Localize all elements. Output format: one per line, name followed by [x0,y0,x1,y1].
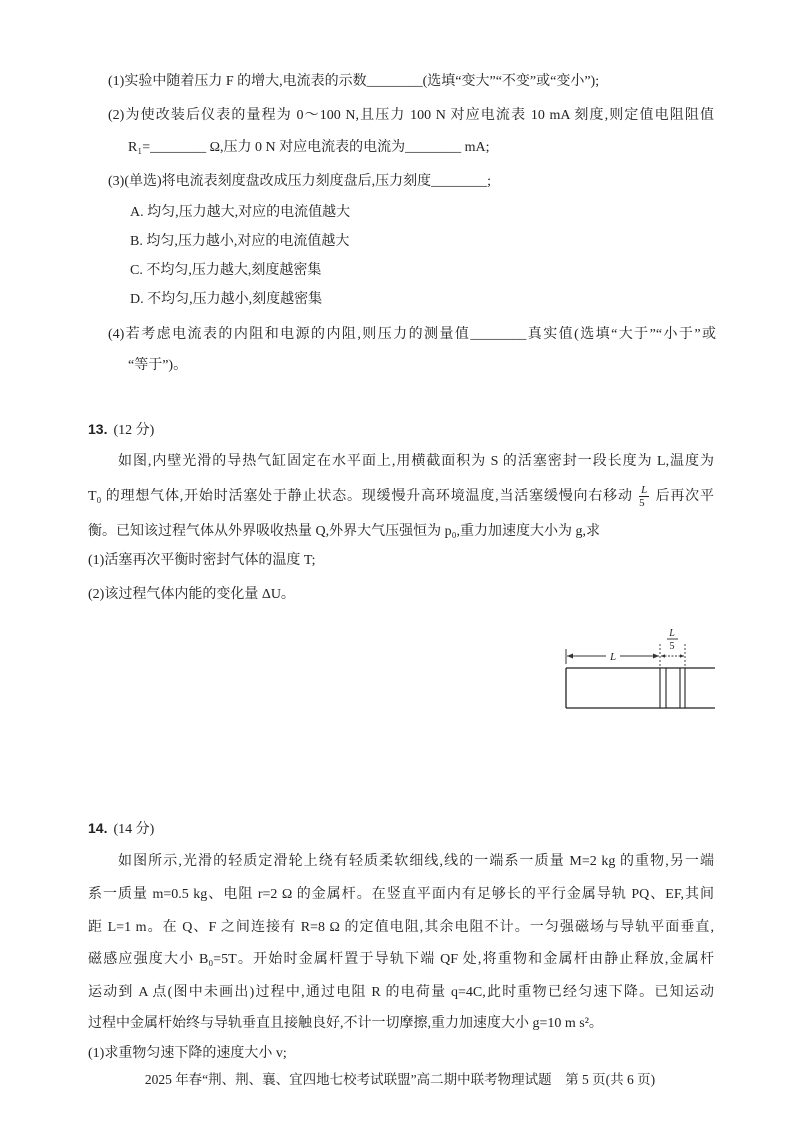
page-footer: 2025 年春“荆、荆、襄、宜四地七校考试联盟”高二期中联考物理试题 第 5 页(共 6 页) [144,1072,656,1087]
q14-header [88,818,154,840]
q13-score: (12 分) [113,423,155,438]
q12-part2-line2: R₁=________ Ω,压力 0 N 对应电流表的电流为________ mA; [128,140,490,155]
figure-arrowhead-l5-left [661,654,665,657]
figure-fraction-denominator: 5 [669,641,675,652]
figure-arrowhead-left [567,654,573,659]
q13-stem-line2 [88,484,714,510]
q14-stem-line1: 如图所示,光滑的轻质定滑轮上绕有轻质柔软细线,线的一端系一质量 M=2 kg 的重物,另一端 [118,854,714,869]
q14-score: (14 分) [113,822,155,837]
q14-stem-line5: 运动到 A 点(图中未画出)过程中,通过电阻 R 的电荷量 q=4C,此时重物已经匀速下降。已知运动 [88,985,714,1000]
q12-option-d: D. 不均匀,压力越小,刻度越密集 [130,292,323,307]
q12-part4-line2: “等于”)。 [128,358,188,373]
q12-option-c: C. 不均匀,压力越大,刻度越密集 [130,263,322,278]
q13-cylinder-figure [560,622,720,717]
q14-stem-line3: 距 L=1 m。在 Q、F 之间连接有 R=8 Ω 的定值电阻,其余电阻不计。一匀强磁场与导轨平面垂直, [88,920,714,935]
q14-number: 14. [88,820,108,836]
q13-stem-line1: 如图,内壁光滑的导热气缸固定在水平面上,用横截面积为 S 的活塞密封一段长度为 L,温度为 [118,454,714,469]
q13-sub1: (1)活塞再次平衡时密封气体的温度 T; [88,553,316,568]
q13-stem-line2-before: T₀ 的理想气体,开始时活塞处于静止状态。现缓慢升高环境温度,当活塞缓慢向右移动 [88,489,633,504]
figure-fraction-numerator: L [669,628,675,639]
figure-piston-final [680,668,685,708]
figure-length-label: L [609,651,617,663]
q12-part1: (1)实验中随着压力 F 的增大,电流表的示数________(选填“变大”“不变”或“变小”); [108,74,600,89]
q12-part2-line1: (2)为使改装后仪表的量程为 0～100 N,且压力 100 N 对应电流表 10 mA 刻度,则定值电阻阻值 [108,108,714,123]
q13-header [88,419,154,441]
q13-number: 13. [88,421,108,437]
q13-fraction-numerator: L [641,484,648,497]
q14-stem-line2: 系一质量 m=0.5 kg、电阻 r=2 Ω 的金属杆。在竖直平面内有足够长的平行金属导轨 PQ、EF,其间 [88,887,714,902]
q14-stem-line6: 过程中金属杆始终与导轨垂直且接触良好,不计一切摩擦,重力加速度大小 g=10 m s²。 [88,1016,603,1031]
figure-arrowhead-l5-right [680,654,684,657]
q13-fraction-denominator: 5 [639,497,645,510]
figure-piston-initial [660,668,666,708]
q14-stem-line4: 磁感应强度大小 B₀=5T。开始时金属杆置于导轨下端 QF 处,将重物和金属杆由静止释放,金属杆 [88,952,714,967]
q12-option-a: A. 均匀,压力越大,对应的电流值越大 [130,205,351,220]
q12-option-b: B. 均匀,压力越小,对应的电流值越大 [130,234,350,249]
figure-arrowhead-mid [653,654,659,659]
q14-sub1: (1)求重物匀速下降的速度大小 v; [88,1046,287,1061]
q12-part4-line1: (4)若考虑电流表的内阻和电源的内阻,则压力的测量值________真实值(选填“大于”“小于”或 [108,327,716,342]
q13-sub2: (2)该过程气体内能的变化量 ΔU。 [88,587,295,602]
q12-part3: (3)(单选)将电流表刻度盘改成压力刻度盘后,压力刻度________; [108,174,492,189]
q13-stem-line3: 衡。已知该过程气体从外界吸收热量 Q,外界大气压强恒为 p₀,重力加速度大小为 g,求 [88,524,600,539]
q13-stem-line2-after: 后再次平 [655,489,714,504]
q13-fraction [639,484,649,509]
